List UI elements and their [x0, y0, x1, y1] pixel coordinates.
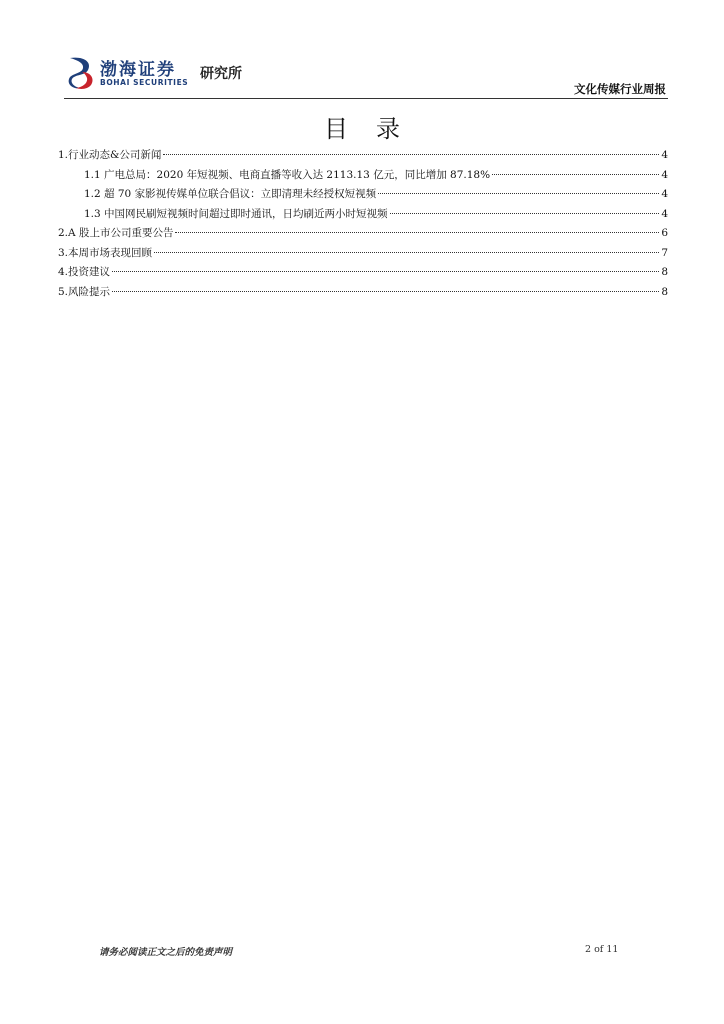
toc-leader-dots — [112, 291, 659, 292]
toc-entry-1-3[interactable] — [58, 205, 668, 225]
toc-entry-label: 1.2 超 70 家影视传媒单位联合倡议：立即清理未经授权短视频 — [84, 188, 377, 200]
table-of-contents — [58, 146, 668, 302]
toc-entry-page: 4 — [661, 188, 668, 200]
toc-entry-label: 2.A 股上市公司重要公告 — [58, 227, 174, 239]
toc-entry-1[interactable] — [58, 146, 668, 166]
toc-entry-label: 1.1 广电总局：2020 年短视频、电商直播等收入达 2113.13 亿元，同比增加 87.18% — [84, 168, 491, 181]
toc-entry-4[interactable] — [58, 263, 668, 283]
toc-entry-page: 4 — [661, 149, 668, 161]
toc-leader-dots — [112, 271, 659, 272]
toc-entry-5[interactable] — [58, 283, 668, 303]
toc-entry-page: 4 — [661, 168, 668, 181]
toc-entry-label: 1.行业动态&公司新闻 — [58, 149, 162, 161]
report-type: 文化传媒行业周报 — [574, 82, 666, 96]
toc-leader-dots — [378, 193, 659, 194]
company-logo — [66, 55, 281, 95]
page-header — [0, 0, 724, 110]
toc-entry-label: 5.风险提示 — [58, 285, 111, 298]
toc-entry-1-1[interactable] — [58, 166, 668, 186]
toc-entry-1-2[interactable] — [58, 185, 668, 205]
toc-leader-dots — [154, 252, 659, 253]
brand-name-cn: 渤海证券 — [100, 60, 176, 80]
toc-entry-page: 8 — [661, 285, 668, 298]
toc-entry-page: 4 — [661, 207, 668, 220]
toc-leader-dots — [175, 232, 659, 233]
toc-leader-dots — [163, 154, 659, 155]
toc-entry-label: 3.本周市场表现回顾 — [58, 246, 153, 259]
toc-leader-dots — [390, 213, 660, 214]
header-divider — [64, 98, 668, 99]
department-label: 研究所 — [200, 66, 242, 82]
bohai-logo-icon — [66, 55, 96, 91]
toc-entry-label: 4.投资建议 — [58, 266, 111, 278]
toc-title: 目录 — [324, 115, 428, 143]
footer-disclaimer: 请务必阅读正文之后的免责声明 — [99, 947, 233, 958]
toc-entry-label: 1.3 中国网民刷短视频时间超过即时通讯，日均刷近两小时短视频 — [84, 207, 388, 220]
toc-entry-page: 6 — [661, 227, 668, 239]
footer-page-number: 2 of 11 — [585, 944, 619, 955]
toc-entry-page: 7 — [661, 246, 668, 259]
brand-name-en: BOHAI SECURITIES — [100, 78, 189, 87]
toc-entry-3[interactable] — [58, 244, 668, 264]
toc-entry-2[interactable] — [58, 224, 668, 244]
toc-leader-dots — [492, 174, 659, 175]
toc-entry-page: 8 — [661, 266, 668, 278]
